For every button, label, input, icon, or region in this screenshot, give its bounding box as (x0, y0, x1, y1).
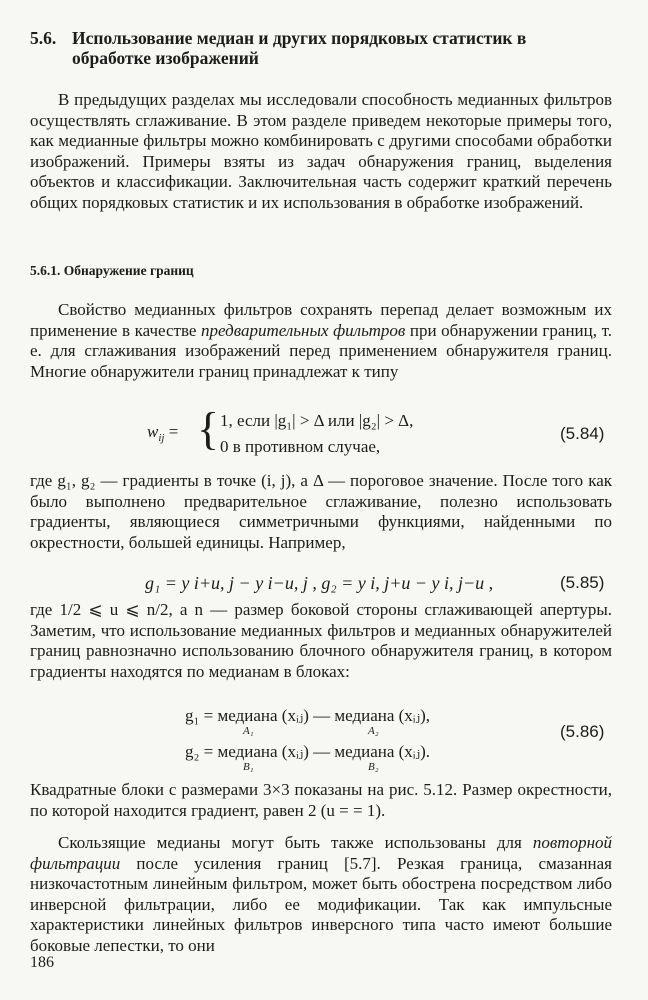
eq85-number: (5.85) (560, 573, 605, 592)
eq86-sub-b2: B₂ (368, 761, 379, 773)
eq86-sub-a2: A₂ (368, 725, 379, 737)
emphasis-prefilters: предварительных фильтров (201, 320, 406, 340)
eq86-sub-a1: A₁ (243, 725, 254, 737)
eq86-line2: g₂ = медиана (xᵢⱼ) — медиана (xᵢⱼ). (185, 742, 430, 761)
eq86-sub-b1: B₁ (243, 761, 254, 773)
paragraph-prefilters: Свойство медианных фильтров сохранять перепад делает возможным их применение в качестве предварительных фильтров при обнаружении границ, т. е. для сглаживания изображений перед применением обнаружителя границ. Многие обнаружители границ принадлежат к типу (30, 300, 612, 381)
section-title-line1: Использование медиан и других порядковых статистик в (72, 28, 527, 48)
eq84-lhs: $w_{ij}$ = (147, 422, 179, 444)
subsection-title: 5.6.1. Обнаружение границ (30, 263, 194, 278)
paragraph-square-blocks: Квадратные блоки с размерами 3×3 показаны на рис. 5.12. Размер окрестности, по которой находится градиент, равен 2 (u = = 1). (30, 780, 612, 820)
eq85-body: g₁ = y i+u, j − y i−u, j , g₂ = y i, j+u − y i, j−u , (145, 573, 494, 593)
paragraph-gradients: где g₁, g₂ — градиенты в точке (i, j), а Δ — пороговое значение. После того как было выполнено предварительное сглаживание, полезно использовать градиенты, являющиеся симметричными функциями, найденными по окрестности, большей единицы. Например, (30, 471, 612, 552)
emphasis-refiltering: повторной фильтрации (30, 833, 612, 873)
eq84-number: (5.84) (560, 424, 605, 443)
eq84-brace: { (197, 403, 220, 454)
section-title-line2: обработке изображений (72, 48, 259, 68)
paragraph-block-detector: где 1/2 ⩽ u ⩽ n/2, а n — размер боковой стороны сглаживающей апертуры. Заметим, что использование медианных фильтров и медианных обнаружителей границ равнозначно использованию блочного обнаружителя границ, в котором градиенты находятся по медианам в блоках: (30, 600, 612, 681)
paragraph-refiltering: Скользящие медианы могут быть также использованы для повторной фильтрации после усиления границ [5.7]. Резкая граница, смазанная низкочастотным линейным фильтром, может быть обострена посредством либо инверсной фильтрации, либо ее модификации. Так как импульсные характеристики линейных фильтров инверсного типа часто имеют большие боковые лепестки, то они (30, 833, 612, 955)
section-number: 5.6. (30, 28, 57, 48)
eq84-case1: 1, если |g₁| > Δ или |g₂| > Δ, (220, 411, 414, 430)
eq86-number: (5.86) (560, 722, 605, 741)
eq84-case2: 0 в противном случае, (220, 437, 381, 456)
page-number: 186 (30, 954, 54, 971)
intro-paragraph: В предыдущих разделах мы исследовали способность медианных фильтров осуществлять сглаживание. В этом разделе приведем некоторые примеры того, как медианные фильтры можно комбинировать с другими способами обработки изображений. Примеры взяты из задач обнаружения границ, выделения объектов и классификации. Заключительная часть содержит краткий перечень общих порядковых статистик и их использования в обработке изображений. (30, 90, 612, 212)
eq86-line1: g₁ = медиана (xᵢⱼ) — медиана (xᵢⱼ), (185, 706, 430, 725)
